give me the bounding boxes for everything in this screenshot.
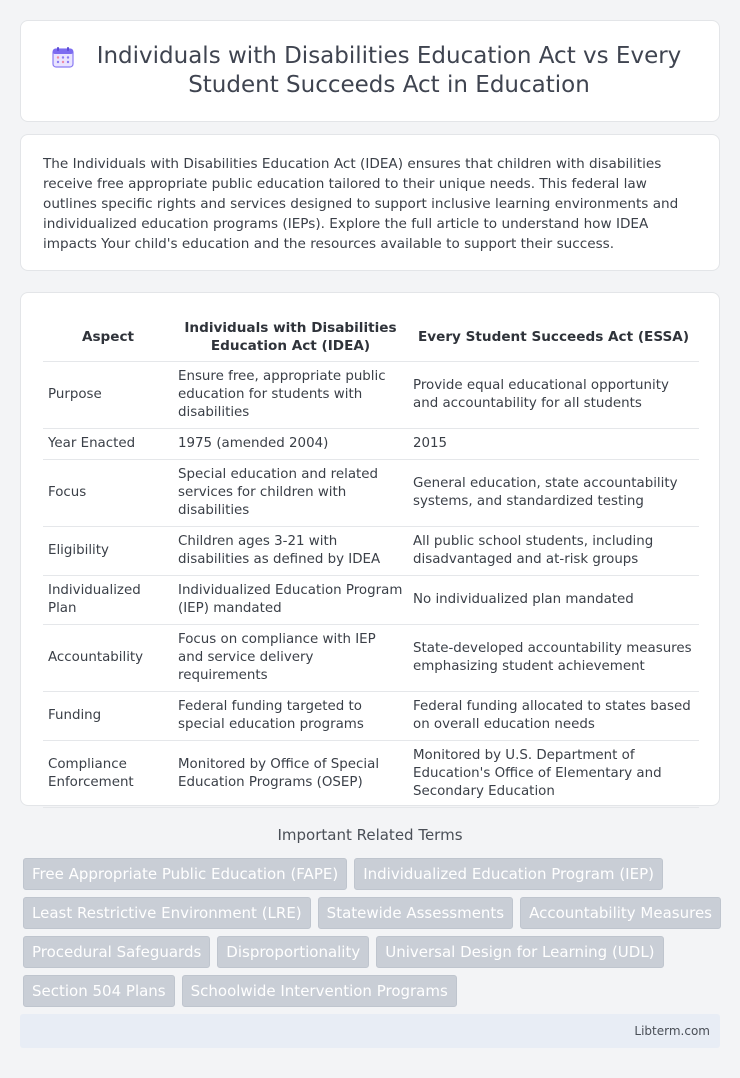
tag-lre[interactable]: Least Restrictive Environment (LRE) [23,897,311,929]
cell-essa: Monitored by U.S. Department of Education's Office of Elementary and Secondary Education [408,741,699,808]
intro-card [20,134,720,271]
tag-accountability-measures[interactable]: Accountability Measures [520,897,721,929]
cell-aspect: Individualized Plan [43,576,173,625]
tag-section-504[interactable]: Section 504 Plans [23,975,175,1007]
cell-essa: No individualized plan mandated [408,576,699,625]
table-row [43,527,699,576]
title-card [20,20,720,122]
cell-essa: 2015 [408,429,699,460]
cell-aspect: Compliance Enforcement [43,741,173,808]
comparison-table [43,313,699,808]
comparison-card [20,292,720,806]
cell-idea: Children ages 3-21 with disabilities as defined by IDEA [173,527,408,576]
intro-text: The Individuals with Disabilities Education Act (IDEA) ensures that children with disabilities receive free appropriate public education tailored to their unique needs. This federal law outlines specific rights and services designed to support inclusive learning environments and individualized education programs (IEPs). Explore the full article to understand how IDEA impacts Your child's education and the resources available to support their success. [43,156,679,252]
related-terms-list [23,858,723,1007]
calendar-icon [51,45,75,69]
footer-brand[interactable]: Libterm.com [634,1024,710,1038]
table-row [43,741,699,808]
cell-aspect: Focus [43,460,173,527]
title-wrap [51,42,689,100]
cell-idea: Individualized Education Program (IEP) mandated [173,576,408,625]
tag-iep[interactable]: Individualized Education Program (IEP) [354,858,663,890]
cell-idea: Special education and related services for children with disabilities [173,460,408,527]
table-row [43,460,699,527]
cell-idea: Ensure free, appropriate public education for students with disabilities [173,362,408,429]
cell-idea: 1975 (amended 2004) [173,429,408,460]
footer [20,1014,720,1048]
tag-udl[interactable]: Universal Design for Learning (UDL) [376,936,663,968]
cell-essa: State-developed accountability measures emphasizing student achievement [408,625,699,692]
tag-statewide-assessments[interactable]: Statewide Assessments [318,897,513,929]
cell-aspect: Year Enacted [43,429,173,460]
cell-aspect: Funding [43,692,173,741]
cell-idea: Monitored by Office of Special Education Programs (OSEP) [173,741,408,808]
table-header-row [43,313,699,362]
tag-fape[interactable]: Free Appropriate Public Education (FAPE) [23,858,347,890]
tag-schoolwide-intervention[interactable]: Schoolwide Intervention Programs [182,975,457,1007]
header-idea: Individuals with Disabilities Education Act (IDEA) [173,313,408,362]
cell-aspect: Purpose [43,362,173,429]
cell-essa: Provide equal educational opportunity and accountability for all students [408,362,699,429]
table-row [43,429,699,460]
header-aspect: Aspect [43,313,173,362]
header-essa: Every Student Succeeds Act (ESSA) [408,313,699,362]
cell-essa: All public school students, including disadvantaged and at-risk groups [408,527,699,576]
tag-procedural-safeguards[interactable]: Procedural Safeguards [23,936,210,968]
cell-aspect: Eligibility [43,527,173,576]
cell-idea: Focus on compliance with IEP and service delivery requirements [173,625,408,692]
related-terms-title: Important Related Terms [277,826,463,844]
page-title: Individuals with Disabilities Education Act vs Every Student Succeeds Act in Education [96,43,682,98]
cell-essa: Federal funding allocated to states based on overall education needs [408,692,699,741]
cell-essa: General education, state accountability systems, and standardized testing [408,460,699,527]
cell-aspect: Accountability [43,625,173,692]
table-row [43,362,699,429]
tag-disproportionality[interactable]: Disproportionality [217,936,369,968]
cell-idea: Federal funding targeted to special education programs [173,692,408,741]
table-row [43,625,699,692]
table-row [43,576,699,625]
table-row [43,692,699,741]
